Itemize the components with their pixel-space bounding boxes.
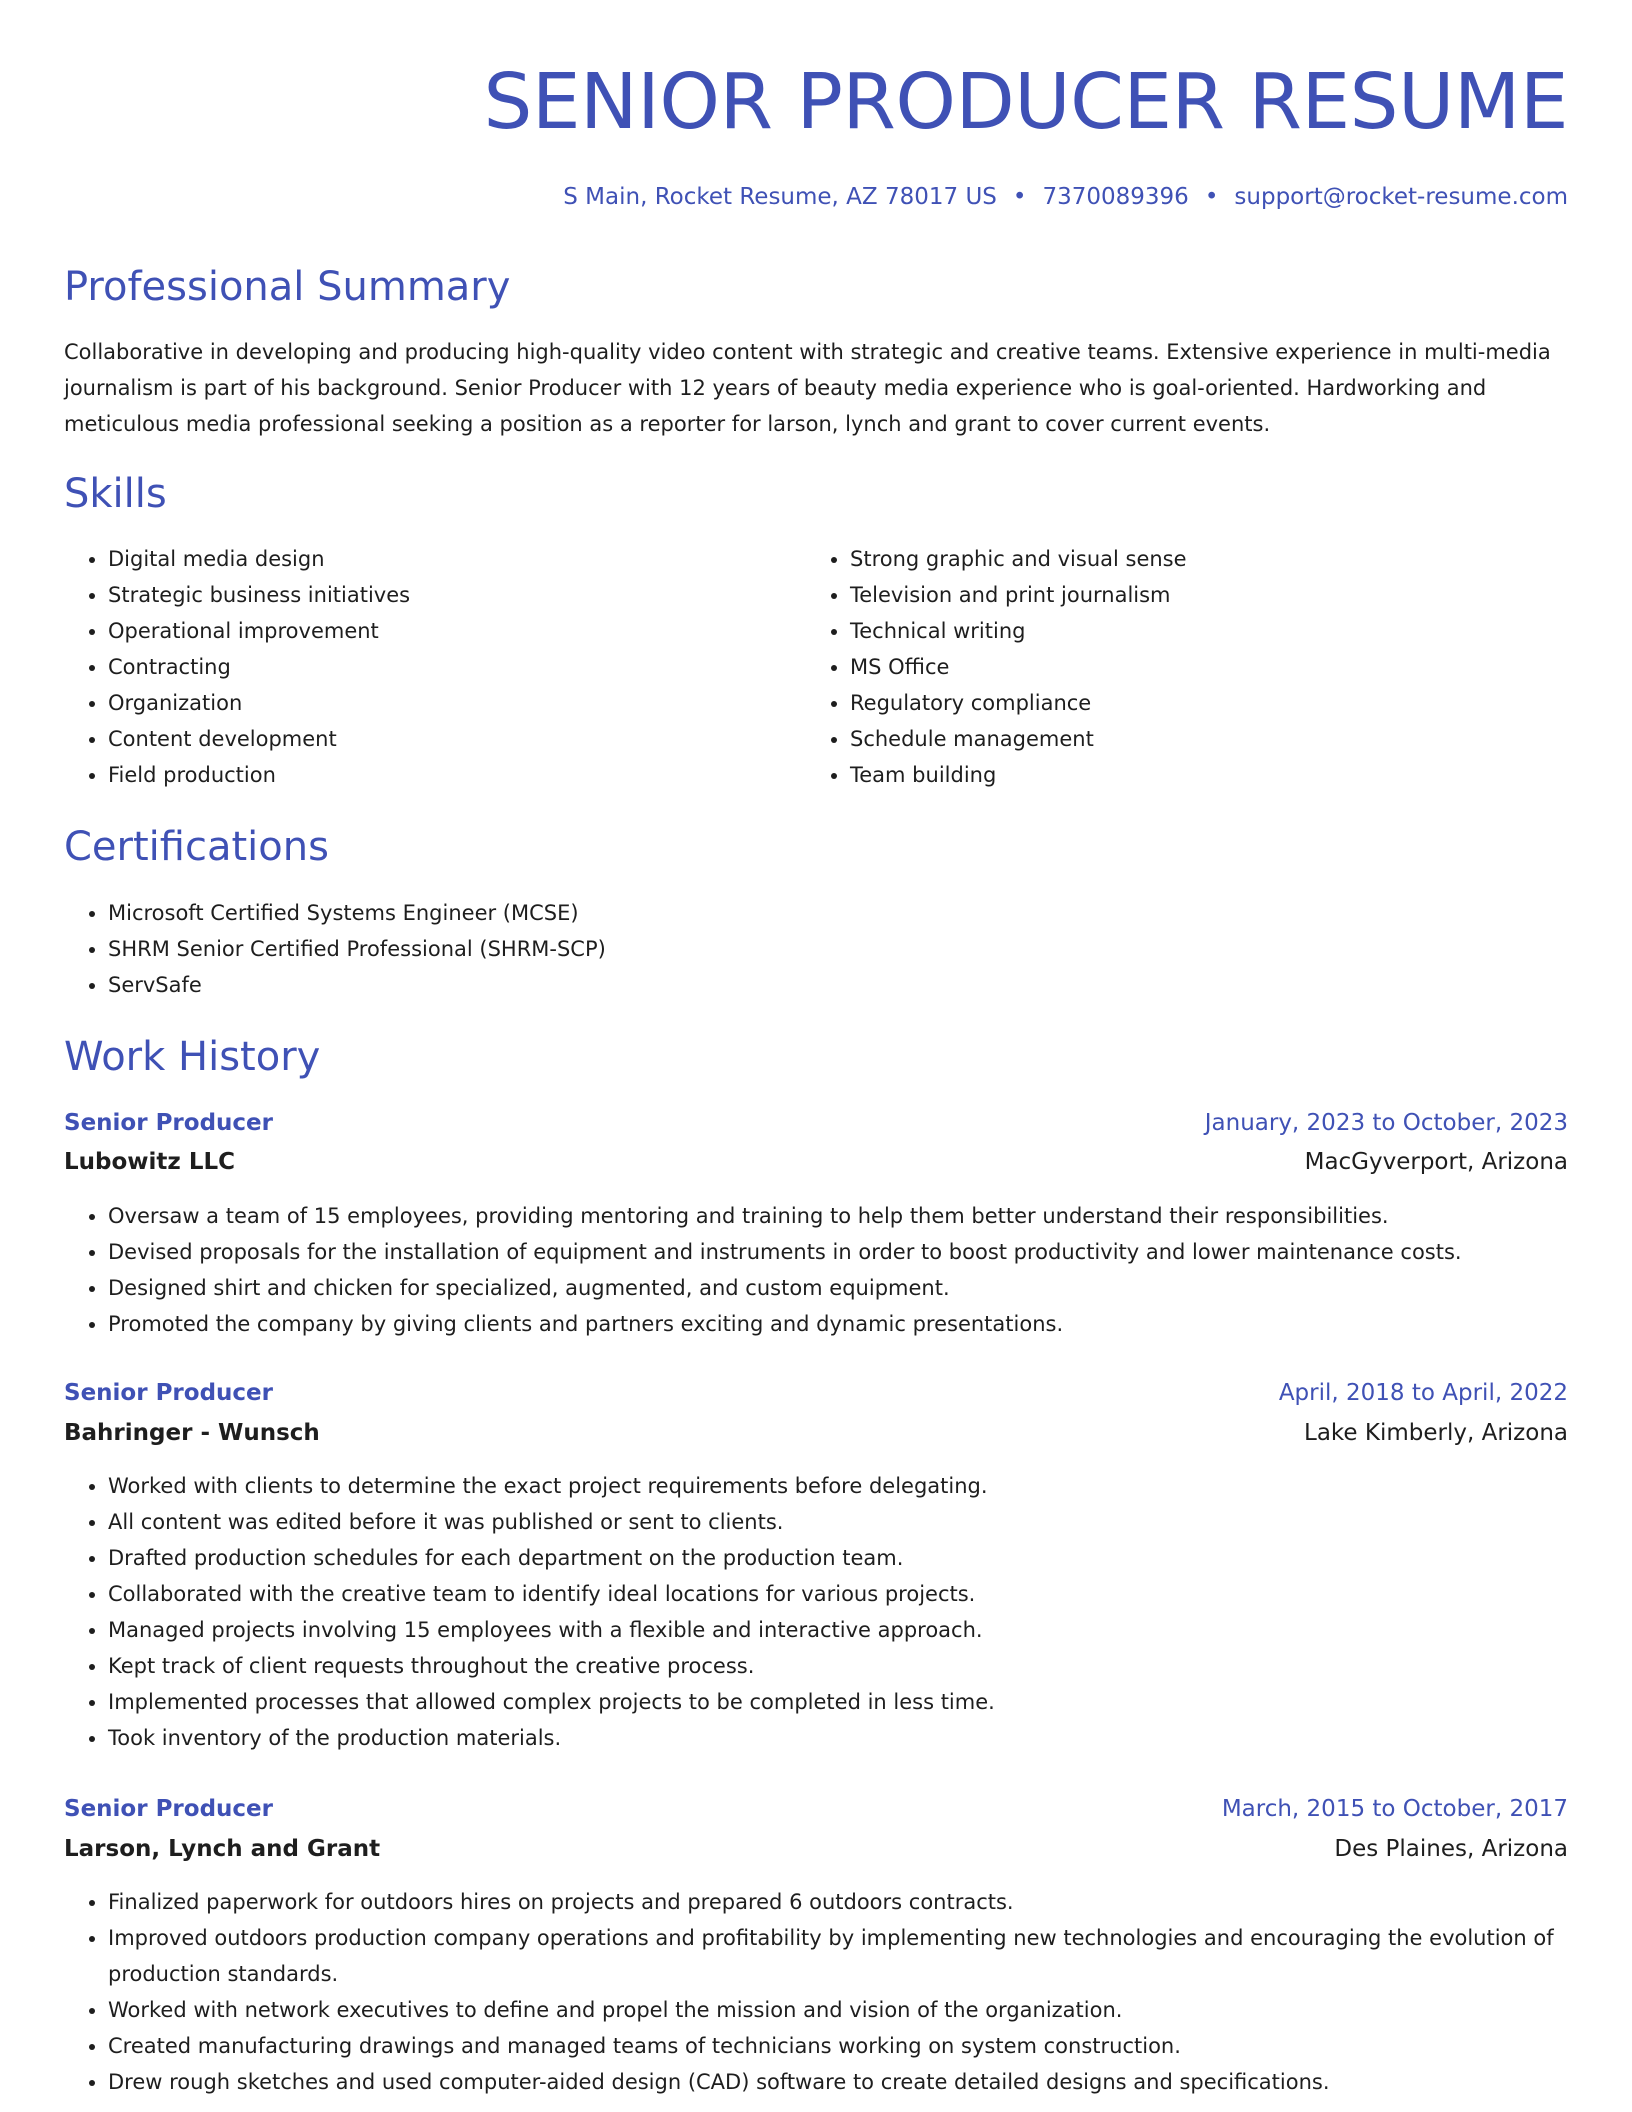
job-bullet: • Managed projects involving 15 employees with a flexible and interactive approach. — [108, 1612, 1568, 1648]
certifications-list — [64, 895, 1568, 1003]
contact-email[interactable]: support@rocket-resume.com — [1234, 184, 1568, 210]
job-bullet: • Kept track of client requests throughout the creative process. — [108, 1648, 1568, 1684]
skills-list-left — [64, 541, 808, 793]
job-bullet: • Implemented processes that allowed complex projects to be completed in less time. — [108, 1684, 1568, 1720]
job-bullets — [64, 1468, 1568, 1756]
job-company: Larson, Lynch and Grant — [64, 1836, 381, 1862]
job-bullet: • Worked with network executives to define and propel the mission and vision of the organization. — [108, 1992, 1568, 2028]
certification-item: • Microsoft Certified Systems Engineer (MCSE) — [108, 895, 1568, 931]
job-title: Senior Producer — [64, 1380, 273, 1406]
contact-line — [563, 180, 1568, 214]
job-bullet: • Promoted the company by giving clients and partners exciting and dynamic presentations. — [108, 1306, 1568, 1342]
skill-item: • Schedule management — [850, 721, 1550, 757]
job-company: Bahringer - Wunsch — [64, 1420, 320, 1446]
job-bullets — [64, 1884, 1568, 2100]
job-bullet: • Created manufacturing drawings and managed teams of technicians working on system construction. — [108, 2028, 1568, 2064]
skill-item: • Field production — [108, 757, 808, 793]
job-dates: March, 2015 to October, 2017 — [1221, 1796, 1568, 1822]
job-bullet: • All content was edited before it was published or sent to clients. — [108, 1504, 1568, 1540]
resume-name: SENIOR PRODUCER RESUME — [483, 58, 1568, 147]
job-bullet: • Drafted production schedules for each department on the production team. — [108, 1540, 1568, 1576]
skill-item: • Strong graphic and visual sense — [850, 541, 1550, 577]
certification-item: • ServSafe — [108, 967, 1568, 1003]
contact-separator: • — [1204, 184, 1219, 210]
job-location: MacGyverport, Arizona — [1304, 1149, 1568, 1175]
job-dates: April, 2018 to April, 2022 — [1278, 1380, 1568, 1406]
skill-item: • Organization — [108, 685, 808, 721]
skill-item: • Contracting — [108, 649, 808, 685]
job-location: Lake Kimberly, Arizona — [1304, 1420, 1568, 1446]
skill-item: • Digital media design — [108, 541, 808, 577]
skill-item: • Strategic business initiatives — [108, 577, 808, 613]
work-history-heading: Work History — [64, 1034, 321, 1080]
job-bullet: • Improved outdoors production company operations and profitability by implementing new technologies and encouraging the evolution of production standards. — [108, 1920, 1568, 1992]
job-bullet: • Devised proposals for the installation of equipment and instruments in order to boost productivity and lower maintenance costs. — [108, 1234, 1568, 1270]
job-bullet: • Oversaw a team of 15 employees, providing mentoring and training to help them better understand their responsibilities. — [108, 1198, 1568, 1234]
job-bullet: • Drew rough sketches and used computer-aided design (CAD) software to create detailed designs and specifications. — [108, 2064, 1568, 2100]
skill-item: • Regulatory compliance — [850, 685, 1550, 721]
skill-item: • Television and print journalism — [850, 577, 1550, 613]
job-bullet: • Worked with clients to determine the exact project requirements before delegating. — [108, 1468, 1568, 1504]
job-bullets — [64, 1198, 1568, 1342]
summary-text: Collaborative in developing and producing high-quality video content with strategic and creative teams. Extensive experience in multi-media journalism is part of his background. Senior Producer with 12 years of beauty media experience who is goal-oriented. Hardworking and meticulous media professional seeking a position as a reporter for larson, lynch and grant to cover current events. — [64, 340, 1551, 436]
certifications-heading: Certifications — [64, 824, 329, 870]
job-title: Senior Producer — [64, 1110, 273, 1136]
job-dates: January, 2023 to October, 2023 — [1204, 1110, 1568, 1136]
job-bullet: • Collaborated with the creative team to identify ideal locations for various projects. — [108, 1576, 1568, 1612]
skill-item: • Operational improvement — [108, 613, 808, 649]
job-location: Des Plaines, Arizona — [1334, 1836, 1568, 1862]
summary-heading: Professional Summary — [64, 264, 511, 310]
job-title: Senior Producer — [64, 1796, 273, 1822]
skills-list-right — [806, 541, 1550, 793]
skill-item: • Team building — [850, 757, 1550, 793]
job-bullet: • Designed shirt and chicken for specialized, augmented, and custom equipment. — [108, 1270, 1568, 1306]
job-bullet: • Finalized paperwork for outdoors hires on projects and prepared 6 outdoors contracts. — [108, 1884, 1568, 1920]
skill-item: • Content development — [108, 721, 808, 757]
contact-address: S Main, Rocket Resume, AZ 78017 US — [563, 184, 997, 210]
contact-separator: • — [1012, 184, 1027, 210]
certification-item: • SHRM Senior Certified Professional (SHRM-SCP) — [108, 931, 1568, 967]
skill-item: • MS Office — [850, 649, 1550, 685]
job-bullet: • Took inventory of the production materials. — [108, 1720, 1568, 1756]
skill-item: • Technical writing — [850, 613, 1550, 649]
contact-phone[interactable]: 7370089396 — [1042, 184, 1189, 210]
job-company: Lubowitz LLC — [64, 1149, 236, 1175]
skills-heading: Skills — [64, 471, 167, 517]
